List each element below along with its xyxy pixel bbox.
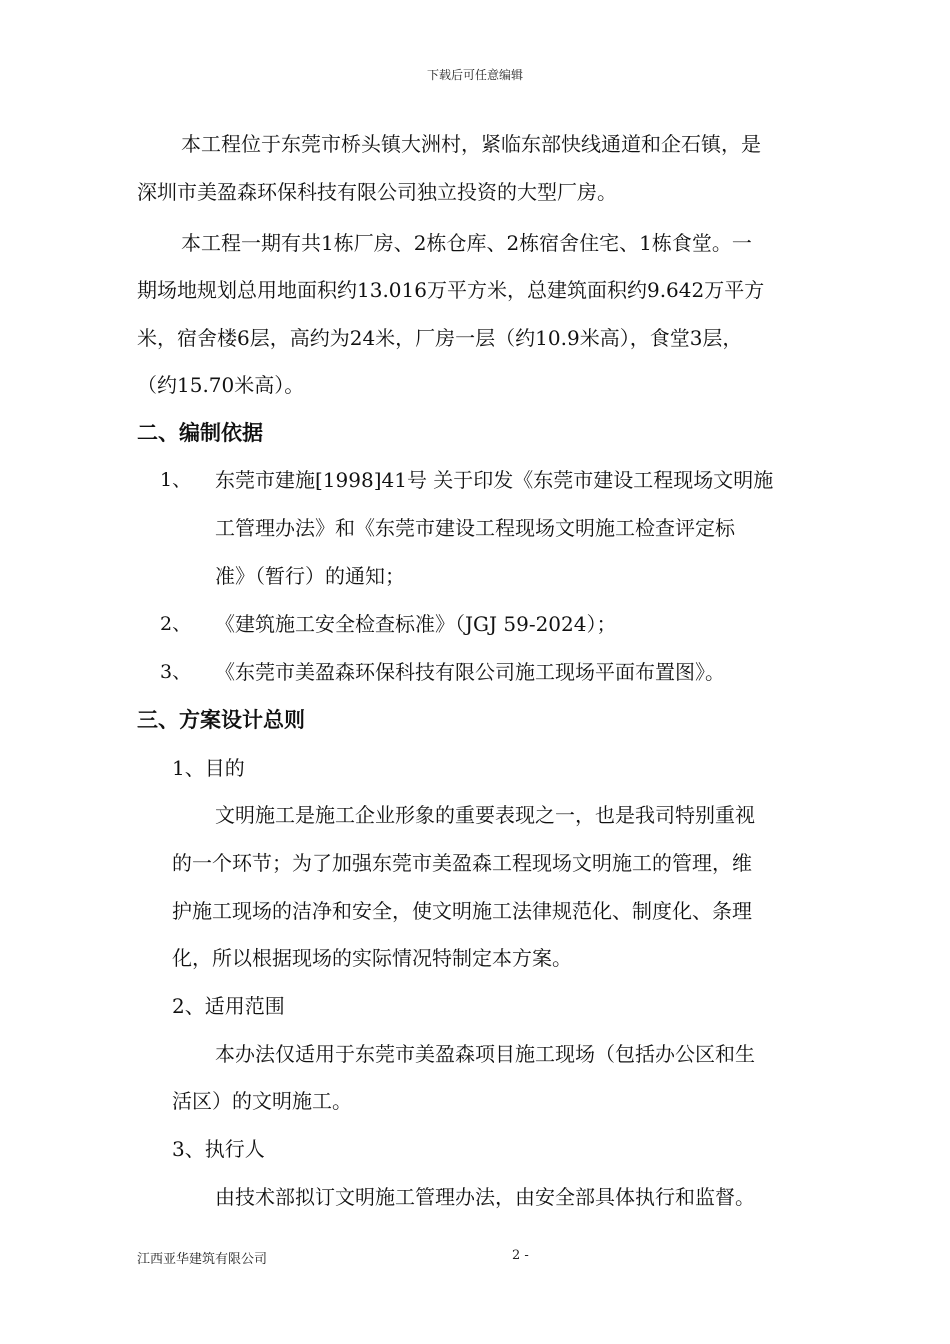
- intro-line: 米，宿舍楼6层，高约为24米，厂房一层（约10.9米高），食堂3层，: [137, 326, 743, 350]
- intro-line: 期场地规划总用地面积约13.016万平方米，总建筑面积约9.642万平方: [137, 278, 765, 302]
- list-number: 2、: [160, 613, 192, 635]
- footer-company: 江西亚华建筑有限公司: [137, 1252, 268, 1267]
- intro-line: 本工程位于东莞市桥头镇大洲村，紧临东部快线通道和企石镇，是: [181, 132, 761, 156]
- list-item-line: 《建筑施工安全检查标准》（JGJ 59-2024）；: [215, 612, 617, 636]
- intro-line: 本工程一期有共1栋厂房、2栋仓库、2栋宿舍住宅、1栋食堂。一: [181, 231, 752, 255]
- body-line: 文明施工是施工企业形象的重要表现之一，也是我司特别重视: [215, 803, 755, 827]
- page-number: 2 -: [512, 1248, 529, 1263]
- list-item-line: 东莞市建施[1998]41号 关于印发《东莞市建设工程现场文明施: [215, 468, 774, 492]
- list-number: 3、: [160, 661, 192, 683]
- list-item-line: 准》（暂行）的通知；: [215, 564, 405, 588]
- section-3-title: 三、方案设计总则: [137, 708, 305, 732]
- body-line: 活区）的文明施工。: [172, 1089, 352, 1113]
- list-number: 1、: [160, 469, 192, 491]
- body-line: 化，所以根据现场的实际情况特制定本方案。: [172, 946, 572, 970]
- list-item-line: 工管理办法》和《东莞市建设工程现场文明施工检查评定标: [215, 516, 735, 540]
- page-header: 下载后可任意编辑: [426, 68, 523, 82]
- intro-line: 深圳市美盈森环保科技有限公司独立投资的大型厂房。: [137, 180, 617, 204]
- subsection-title: 3、执行人: [172, 1137, 265, 1161]
- intro-line: （约15.70米高）。: [137, 373, 305, 397]
- subsection-title: 2、适用范围: [172, 994, 285, 1018]
- body-line: 本办法仅适用于东莞市美盈森项目施工现场（包括办公区和生: [215, 1042, 755, 1066]
- list-item-line: 《东莞市美盈森环保科技有限公司施工现场平面布置图》。: [215, 660, 725, 684]
- body-line: 护施工现场的洁净和安全，使文明施工法律规范化、制度化、条理: [172, 899, 752, 923]
- subsection-title: 1、目的: [172, 756, 245, 780]
- body-line: 的一个环节；为了加强东莞市美盈森工程现场文明施工的管理，维: [172, 851, 752, 875]
- section-2-title: 二、编制依据: [137, 421, 263, 445]
- body-line: 由技术部拟订文明施工管理办法，由安全部具体执行和监督。: [215, 1185, 755, 1209]
